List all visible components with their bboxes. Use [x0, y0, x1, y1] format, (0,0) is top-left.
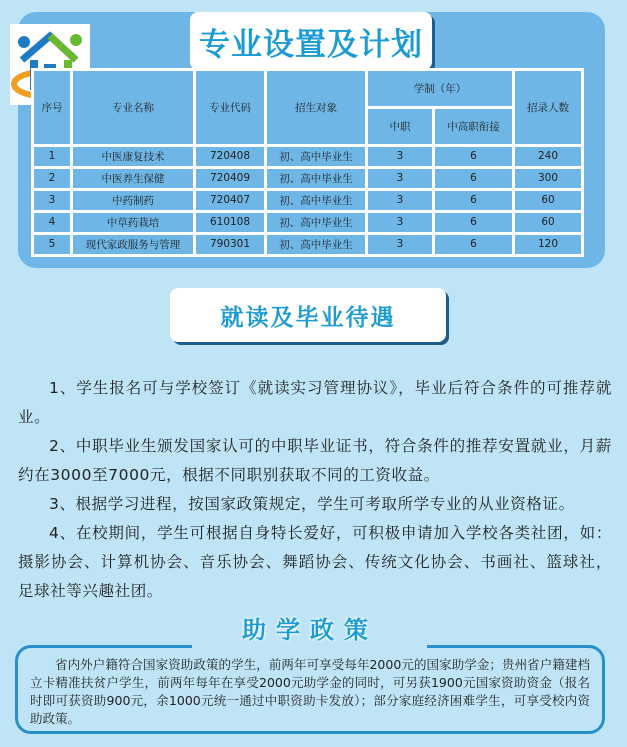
cell-code: 790301: [196, 235, 264, 254]
cell-name: 中药制药: [73, 191, 193, 210]
cell-no: 3: [34, 191, 70, 210]
cell-code: 720409: [196, 169, 264, 188]
benefit-paragraph: 3、根据学习进程，按国家政策规定，学生可考取所学专业的从业资格证。: [49, 495, 575, 513]
cell-zz: 3: [368, 169, 432, 188]
cell-name: 中草药栽培: [73, 213, 193, 232]
cell-no: 1: [34, 147, 70, 166]
cell-count: 120: [515, 235, 581, 254]
benefit-paragraph: 1、学生报名可与学校签订《就读实习管理协议》，毕业后符合条件的可推荐就业。: [18, 379, 612, 426]
benefit-paragraph: 4、在校期间，学生可根据自身特长爱好，可积极申请加入学校各类社团，如：摄影协会、计算机协会、音乐协会、舞蹈协会、传统文化协会、书画社、篮球社，足球社等兴趣社团。: [18, 524, 612, 600]
cell-zz: 3: [368, 191, 432, 210]
table-row: [34, 191, 581, 210]
cell-zgz: 6: [435, 191, 512, 210]
section-title-benefits: 就读及毕业待遇: [170, 288, 446, 342]
cell-target: 初、高中毕业生: [267, 213, 365, 232]
header-name: 专业名称: [73, 71, 193, 144]
section-title-aid: 助学政策: [242, 616, 378, 644]
header-no: 序号: [34, 71, 70, 144]
cell-count: 60: [515, 213, 581, 232]
aid-policy-text: 省内外户籍符合国家资助政策的学生，前两年可享受每年2000元的国家助学金；贵州省户籍建档立卡精准扶贫户学生，前两年每年在享受2000元助学金的同时，可另获1900元国家资助资金（报名时即可获资助900元，余1000元统一通过中职资助卡发放）；部分家庭经济困难学生，可享受校内资助政策。: [30, 657, 590, 726]
header-count: 招录人数: [515, 71, 581, 144]
table-row: [34, 169, 581, 188]
cell-code: 720408: [196, 147, 264, 166]
cell-target: 初、高中毕业生: [267, 169, 365, 188]
table-row: [34, 213, 581, 232]
cell-name: 现代家政服务与管理: [73, 235, 193, 254]
table-row: [34, 235, 581, 254]
cell-code: 720407: [196, 191, 264, 210]
cell-no: 2: [34, 169, 70, 188]
cell-name: 中医康复技术: [73, 147, 193, 166]
header-target: 招生对象: [267, 71, 365, 144]
cell-zz: 3: [368, 235, 432, 254]
header-zgz: 中高职衔接: [435, 109, 512, 144]
section-title-programs: 专业设置及计划: [190, 12, 432, 70]
cell-no: 4: [34, 213, 70, 232]
cell-code: 610108: [196, 213, 264, 232]
cell-zgz: 6: [435, 147, 512, 166]
header-code: 专业代码: [196, 71, 264, 144]
benefit-paragraph: 2、中职毕业生颁发国家认可的中职毕业证书，符合条件的推荐安置就业，月薪约在3000至7000元，根据不同职别获取不同的工资收益。: [18, 437, 612, 484]
benefits-text: [18, 374, 612, 606]
table-row: [34, 147, 581, 166]
cell-zz: 3: [368, 213, 432, 232]
program-table: [31, 68, 584, 257]
cell-no: 5: [34, 235, 70, 254]
header-zz: 中职: [368, 109, 432, 144]
cell-count: 60: [515, 191, 581, 210]
cell-count: 300: [515, 169, 581, 188]
header-duration: 学制（年）: [368, 71, 512, 106]
cell-target: 初、高中毕业生: [267, 235, 365, 254]
cell-zgz: 6: [435, 235, 512, 254]
cell-target: 初、高中毕业生: [267, 147, 365, 166]
cell-zgz: 6: [435, 213, 512, 232]
cell-count: 240: [515, 147, 581, 166]
cell-zz: 3: [368, 147, 432, 166]
cell-target: 初、高中毕业生: [267, 191, 365, 210]
cell-name: 中医养生保健: [73, 169, 193, 188]
aid-policy-box: [15, 645, 605, 734]
cell-zgz: 6: [435, 169, 512, 188]
